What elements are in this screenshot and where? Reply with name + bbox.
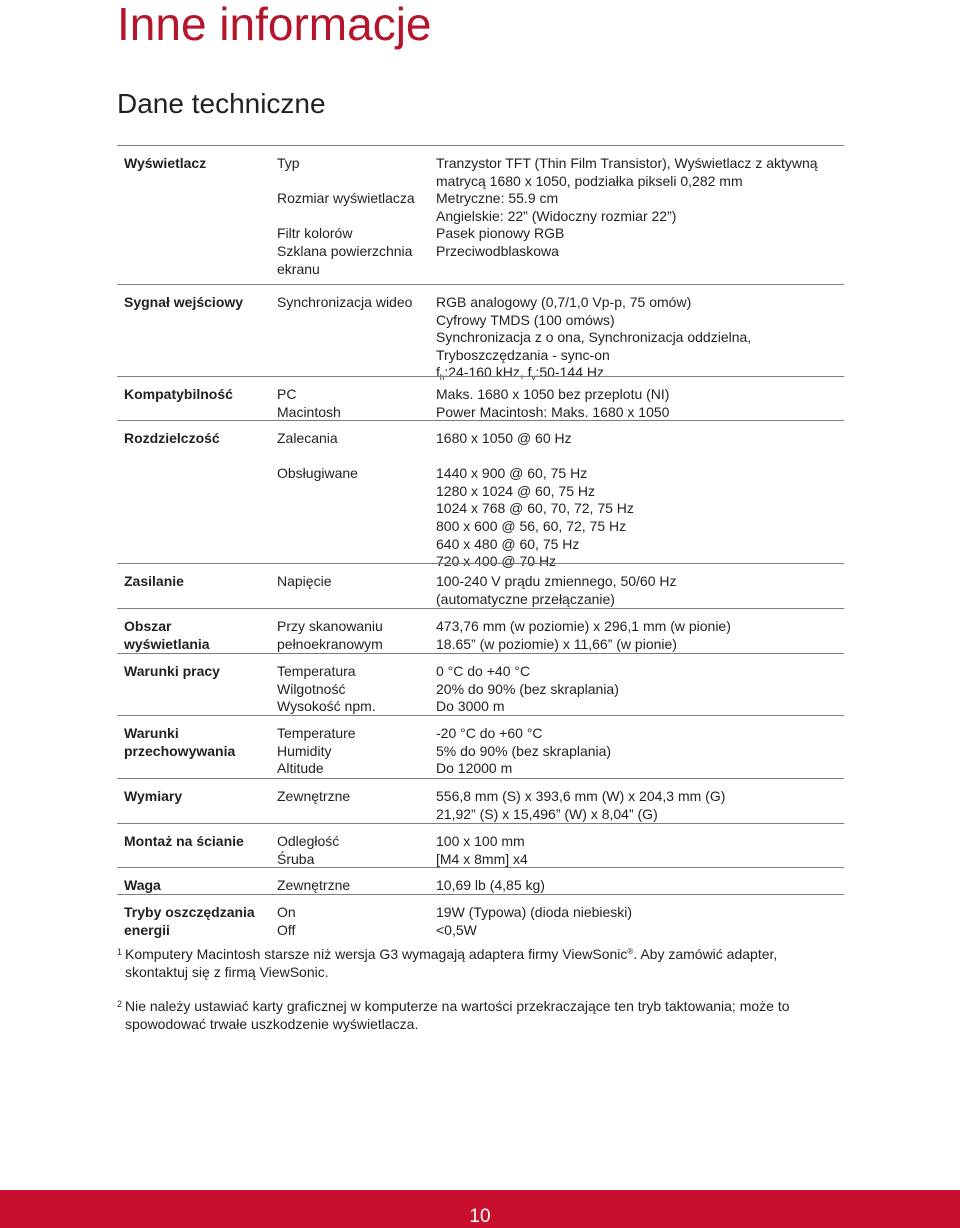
spec-row (117, 284, 844, 383)
footnote-mark: 2 (117, 999, 123, 1010)
spec-category-line: Rozdzielczość (124, 430, 220, 446)
spec-value (436, 573, 677, 608)
spec-parameter (277, 618, 383, 653)
frequency-h: h (439, 373, 445, 383)
spec-row (117, 894, 844, 938)
spec-parameter (277, 877, 350, 895)
section-title: Dane techniczne (117, 88, 326, 119)
spec-value-line: (automatyczne przełączanie) (436, 590, 615, 607)
spec-value-line: Maks. 1680 x 1050 bez przeplotu (NI) (436, 386, 670, 402)
spec-parameter (277, 386, 341, 421)
spec-value-line: 21,92” (S) x 15,496” (W) x 8,04” (G) (436, 805, 658, 822)
spec-parameter-line: Zalecania (277, 430, 338, 446)
spec-parameter-line: Zewnętrzne (277, 788, 351, 804)
spec-value-line: Do 3000 m (436, 698, 505, 715)
spec-parameter-line: Humidity (277, 742, 332, 759)
spec-category-line: Warunki (124, 725, 179, 741)
spec-row (117, 653, 844, 715)
spec-parameter-line: Przy skanowaniu (277, 618, 383, 634)
frequency-v_range: :50-144 Hz (535, 364, 604, 381)
spec-value-line: 1024 x 768 @ 60, 70, 72, 75 Hz (436, 500, 634, 517)
spec-row (117, 145, 844, 284)
spec-value-line: 473,76 mm (w poziomie) x 296,1 mm (w pionie) (436, 618, 731, 634)
spec-value (436, 430, 634, 571)
spec-parameter-line: Odległość (277, 833, 340, 849)
page-number: 10 (469, 1206, 491, 1227)
spec-value (436, 618, 731, 653)
spec-category-line: Waga (124, 877, 161, 893)
spec-table (117, 145, 844, 938)
spec-value-line: 556,8 mm (S) x 393,6 mm (W) x 204,3 mm (G) (436, 788, 726, 804)
spec-parameter-line: Synchronizacja wideo (277, 294, 413, 310)
spec-value (436, 663, 619, 716)
spec-value-line: 1280 x 1024 @ 60, 75 Hz (436, 482, 595, 499)
spec-row (117, 420, 844, 570)
spec-parameter (277, 294, 412, 312)
spec-value-line: Tranzystor TFT (Thin Film Transistor), Wyświetlacz z aktywną (436, 155, 818, 171)
footnote-mark: 1 (117, 947, 123, 957)
spec-category (124, 663, 220, 681)
spec-row (117, 563, 844, 608)
spec-value (436, 294, 751, 382)
footnote-text: Komputery Macintosh starsze niż wersja G3 wymagają adaptera firmy ViewSonic (125, 946, 628, 962)
spec-value-line (436, 448, 634, 466)
spec-parameter-line: pełnoekranowym (277, 635, 383, 652)
spec-category (124, 725, 235, 760)
spec-category-line: energii (124, 921, 170, 938)
spec-value-line: 800 x 600 @ 56, 60, 72, 75 Hz (436, 517, 627, 534)
spec-value-line: [M4 x 8mm] x4 (436, 850, 528, 867)
frequency-f: f (436, 364, 440, 381)
spec-parameter-line: Off (277, 921, 296, 938)
spec-value (436, 833, 528, 868)
spec-value-line: 640 x 480 @ 60, 75 Hz (436, 535, 580, 552)
spec-value (436, 904, 632, 939)
spec-value-line: 10,69 lb (4,85 kg) (436, 877, 545, 893)
footnotes (117, 946, 827, 1050)
spec-value-line: 18.65” (w poziomie) x 11,66” (w pionie) (436, 635, 677, 652)
spec-value-line: 1680 x 1050 @ 60 Hz (436, 430, 572, 446)
spec-category-line: Zasilanie (124, 573, 184, 589)
spec-row (117, 608, 844, 653)
spec-parameter-line: Wysokość npm. (277, 698, 376, 715)
spec-category-line: Kompatybilność (124, 386, 233, 402)
spec-row (117, 823, 844, 867)
spec-value-line: 0 °C do +40 °C (436, 663, 531, 679)
spec-parameter-line: Temperatura (277, 663, 356, 679)
spec-parameter (277, 788, 350, 806)
spec-parameter-line: Temperature (277, 725, 356, 741)
spec-category (124, 430, 220, 448)
spec-parameter-line: Napięcie (277, 573, 332, 589)
spec-value-line: Tryboszczędzania - sync-on (436, 346, 610, 363)
registered-mark: ® (627, 947, 634, 956)
spec-parameter-line: On (277, 904, 296, 920)
spec-category (124, 877, 161, 895)
spec-category (124, 618, 210, 653)
spec-parameter-line: Obsługiwane (277, 465, 358, 482)
spec-parameter-line: Filtr kolorów (277, 225, 353, 242)
spec-category-line: Sygnał wejściowy (124, 294, 244, 310)
spec-value (436, 386, 669, 421)
spec-row (117, 715, 844, 778)
spec-category (124, 294, 243, 312)
spec-parameter-line (277, 173, 415, 191)
page-title: Inne informacje (117, 0, 432, 50)
spec-category-line: Obszar (124, 618, 172, 634)
spec-row (117, 867, 844, 894)
spec-value-line: 1440 x 900 @ 60, 75 Hz (436, 465, 588, 482)
spec-row (117, 376, 844, 420)
spec-category-line: Tryby oszczędzania (124, 904, 255, 920)
spec-category (124, 904, 255, 939)
spec-value-line: matrycą 1680 x 1050, podziałka pikseli 0,282 mm (436, 172, 743, 189)
spec-row (117, 778, 844, 823)
spec-category (124, 155, 206, 173)
footnote (117, 998, 827, 1033)
spec-parameter-line (277, 208, 415, 226)
spec-parameter-line: Altitude (277, 760, 324, 777)
spec-value-line: 19W (Typowa) (dioda niebieski) (436, 904, 633, 920)
spec-parameter-line: Śruba (277, 850, 315, 867)
spec-value-line: Cyfrowy TMDS (100 omóws) (436, 311, 615, 328)
spec-category (124, 573, 184, 591)
spec-category-line: Warunki pracy (124, 663, 220, 679)
spec-value-line: Synchronizacja z o ona, Synchronizacja oddzielna, (436, 329, 752, 346)
spec-parameter-line: Rozmiar wyświetlacza (277, 190, 415, 207)
footnote-text: . Aby zamówić adapter, skontaktuj się z firmą ViewSonic. (125, 946, 778, 980)
spec-category-line: wyświetlania (124, 635, 210, 652)
spec-parameter (277, 904, 296, 939)
footnote (117, 946, 827, 981)
spec-parameter (277, 155, 415, 278)
spec-category (124, 833, 244, 851)
footnote-text: Nie należy ustawiać karty graficznej w komputerze na wartości przekraczające ten tryb taktowania; może to spowodować trwałe uszkodzenie wyświetlacza. (125, 998, 790, 1032)
spec-value-line: <0,5W (436, 921, 477, 938)
spec-value-line: Angielskie: 22” (Widoczny rozmiar 22”) (436, 207, 677, 224)
spec-parameter (277, 663, 376, 716)
spec-value (436, 877, 545, 895)
spec-value-line: 100-240 V prądu zmiennego, 50/60 Hz (436, 573, 677, 589)
spec-value-line: Do 12000 m (436, 760, 513, 777)
spec-category-line: przechowywania (124, 742, 236, 759)
spec-parameter-line: Wilgotność (277, 680, 346, 697)
spec-value-line: Przeciwodblaskowa (436, 242, 559, 259)
spec-value (436, 155, 818, 261)
frequency-v: v (531, 373, 536, 383)
spec-category (124, 386, 233, 404)
spec-value-line: -20 °C do +60 °C (436, 725, 543, 741)
spec-parameter (277, 573, 331, 591)
spec-parameter-line (277, 448, 358, 466)
spec-value-line: Metryczne: 55.9 cm (436, 190, 559, 207)
spec-parameter-line: PC (277, 386, 297, 402)
spec-value-line: 5% do 90% (bez skraplania) (436, 742, 612, 759)
spec-parameter-line: Zewnętrzne (277, 877, 351, 893)
spec-parameter-line: Macintosh (277, 403, 341, 420)
spec-value-line: 720 x 400 @ 70 Hz (436, 553, 557, 570)
spec-parameter-line: ekranu (277, 260, 320, 277)
spec-parameter (277, 430, 358, 483)
spec-value-line: 20% do 90% (bez skraplania) (436, 680, 619, 697)
spec-category-line: Wymiary (124, 788, 183, 804)
frequency-h_range: :24-160 kHz, f (444, 364, 532, 381)
spec-category-line: Wyświetlacz (124, 155, 207, 171)
spec-value (436, 788, 725, 823)
spec-category (124, 788, 182, 806)
spec-parameter (277, 833, 339, 868)
spec-category-line: Montaż na ścianie (124, 833, 244, 849)
spec-parameter-line: Szklana powierzchnia (277, 242, 413, 259)
spec-value-line: Pasek pionowy RGB (436, 225, 565, 242)
spec-value (436, 725, 611, 778)
spec-value-line: Power Macintosh: Maks. 1680 x 1050 (436, 403, 670, 420)
spec-parameter-line: Typ (277, 155, 300, 171)
spec-value-line: RGB analogowy (0,7/1,0 Vp-p, 75 omów) (436, 294, 692, 310)
spec-parameter (277, 725, 356, 778)
spec-value-line: 100 x 100 mm (436, 833, 525, 849)
